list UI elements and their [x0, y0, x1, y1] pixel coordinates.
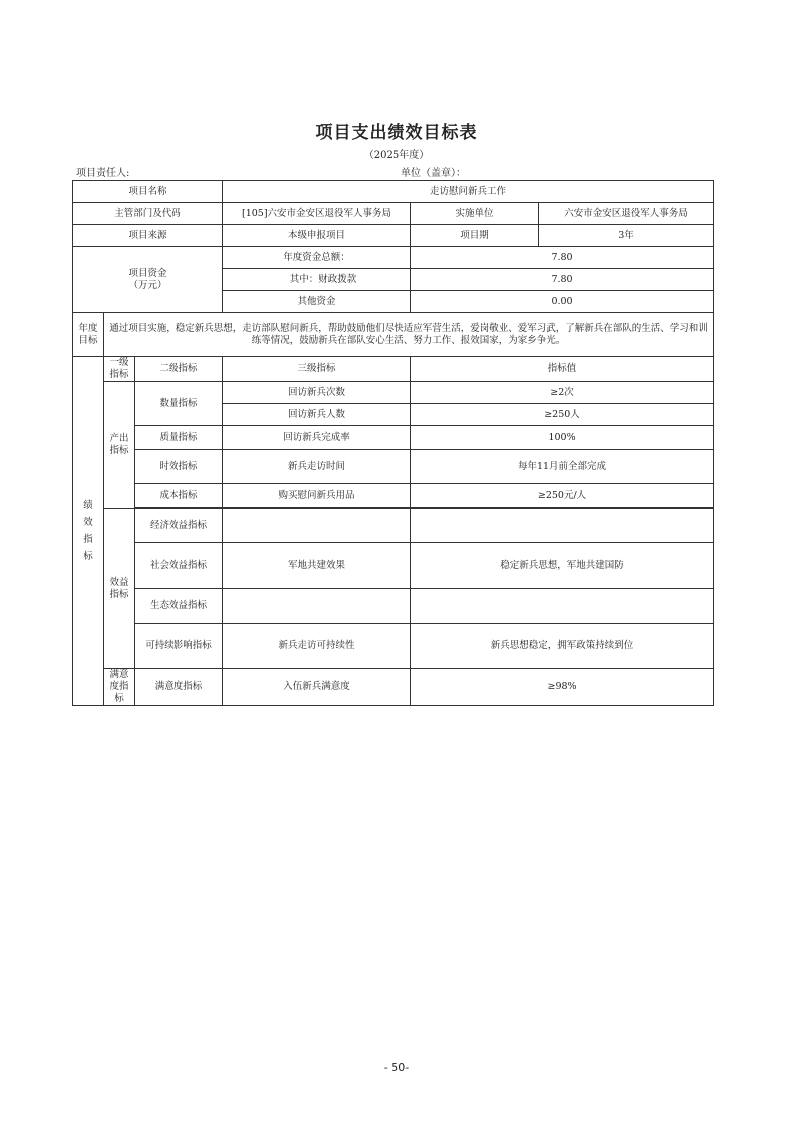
page-number: - 50-	[383, 1061, 410, 1074]
timeliness-indicator-value: 每年11月前全部完成	[411, 450, 714, 484]
performance-target-table	[72, 180, 714, 706]
department-label: 主管部门及代码	[73, 203, 223, 225]
project-funds-label	[73, 247, 223, 313]
ecological-indicator-level3	[223, 589, 411, 624]
satisfaction-indicators-line2: 度指	[109, 681, 129, 692]
header-level3: 三级指标	[223, 357, 411, 382]
project-funds-label-line2: （万元）	[128, 279, 167, 291]
benefit-indicators-line2: 指标	[109, 588, 129, 600]
output-indicators-label	[104, 382, 135, 509]
total-funds-value: 7.80	[411, 247, 714, 269]
cost-indicator-label: 成本指标	[135, 484, 223, 508]
satisfaction-indicators-line3: 标	[114, 693, 124, 704]
performance-indicators-char-3: 指	[83, 534, 93, 545]
fiscal-funds-value: 7.80	[411, 269, 714, 291]
performance-indicators-label	[73, 357, 104, 706]
satisfaction-indicators-label	[104, 669, 135, 706]
project-period-label: 项目期	[411, 225, 539, 247]
performance-indicators-char-2: 效	[83, 517, 93, 528]
annual-goal-label-line2: 目标	[78, 334, 98, 346]
annual-goal-label	[73, 313, 104, 357]
project-source-label: 项目来源	[73, 225, 223, 247]
table-row-level3: 回访新兵人数	[223, 404, 411, 426]
benefit-indicators-label	[104, 509, 135, 669]
table-row-level3: 回访新兵次数	[223, 382, 411, 404]
table-row-value: ≥250人	[411, 404, 714, 426]
implementing-unit-label: 实施单位	[411, 203, 539, 225]
page-title: 项目支出绩效目标表	[315, 123, 478, 143]
quality-indicator-value: 100%	[411, 426, 714, 450]
other-funds-label: 其他资金	[223, 291, 411, 313]
performance-indicators-char-4: 标	[83, 551, 93, 562]
header-level1: 一级指标	[104, 357, 135, 382]
quality-indicator-label: 质量指标	[135, 426, 223, 450]
satisfaction-indicator-value: ≥98%	[411, 669, 714, 706]
total-funds-label: 年度资金总额：	[223, 247, 411, 269]
ecological-indicator-value	[411, 589, 714, 624]
annual-goal-label-line1: 年度	[78, 322, 98, 334]
social-indicator-level3: 军地共建效果	[223, 543, 411, 589]
economic-indicator-label: 经济效益指标	[135, 509, 223, 543]
output-indicators-line2: 指标	[109, 445, 129, 456]
annual-goal-text: 通过项目实施，稳定新兵思想，走访部队慰问新兵，帮助鼓励他们尽快适应军营生活，爱岗敬业、爱军习武，了解新兵在部队的生活、学习和训练等情况，鼓励新兵在部队安心生活、努力工作、报效国家，为家乡争光。	[104, 313, 714, 357]
other-funds-value: 0.00	[411, 291, 714, 313]
project-name-value: 走访慰问新兵工作	[223, 181, 714, 203]
quality-indicator-level3: 回访新兵完成率	[223, 426, 411, 450]
cost-indicator-value: ≥250元/人	[411, 484, 714, 508]
performance-indicators-char-1: 绩	[83, 500, 93, 511]
sustainable-indicator-label: 可持续影响指标	[135, 624, 223, 669]
unit-seal-label: 单位（盖章）：	[401, 168, 466, 179]
implementing-unit-value: 六安市金安区退役军人事务局	[539, 203, 714, 225]
quantity-indicator-label: 数量指标	[135, 382, 223, 426]
sustainable-indicator-value: 新兵思想稳定，拥军政策持续到位	[411, 624, 714, 669]
cost-indicator-level3: 购买慰问新兵用品	[223, 484, 411, 508]
timeliness-indicator-level3: 新兵走访时间	[223, 450, 411, 484]
satisfaction-indicator-level3: 入伍新兵满意度	[223, 669, 411, 706]
economic-indicator-level3	[223, 509, 411, 543]
project-name-label: 项目名称	[73, 181, 223, 203]
responsible-person-label: 项目责任人:	[76, 168, 130, 179]
social-indicator-value: 稳定新兵思想，军地共建国防	[411, 543, 714, 589]
header-value: 指标值	[411, 357, 714, 382]
economic-indicator-value	[411, 509, 714, 543]
satisfaction-indicators-line1: 满意	[109, 669, 129, 680]
output-indicators-line1: 产出	[109, 433, 129, 444]
project-funds-label-line1: 项目资金	[128, 267, 167, 279]
satisfaction-indicator-label: 满意度指标	[135, 669, 223, 706]
header-level2: 二级指标	[135, 357, 223, 382]
project-period-value: 3年	[539, 225, 714, 247]
benefit-indicators-line1: 效益	[109, 576, 129, 588]
sustainable-indicator-level3: 新兵走访可持续性	[223, 624, 411, 669]
department-value: [105]六安市金安区退役军人事务局	[223, 203, 411, 225]
social-indicator-label: 社会效益指标	[135, 543, 223, 589]
timeliness-indicator-label: 时效指标	[135, 450, 223, 484]
fiscal-year: （2025年度）	[363, 150, 430, 161]
project-source-value: 本级申报项目	[223, 225, 411, 247]
fiscal-funds-label: 其中：财政拨款	[223, 269, 411, 291]
ecological-indicator-label: 生态效益指标	[135, 589, 223, 624]
table-row-value: ≥2次	[411, 382, 714, 404]
